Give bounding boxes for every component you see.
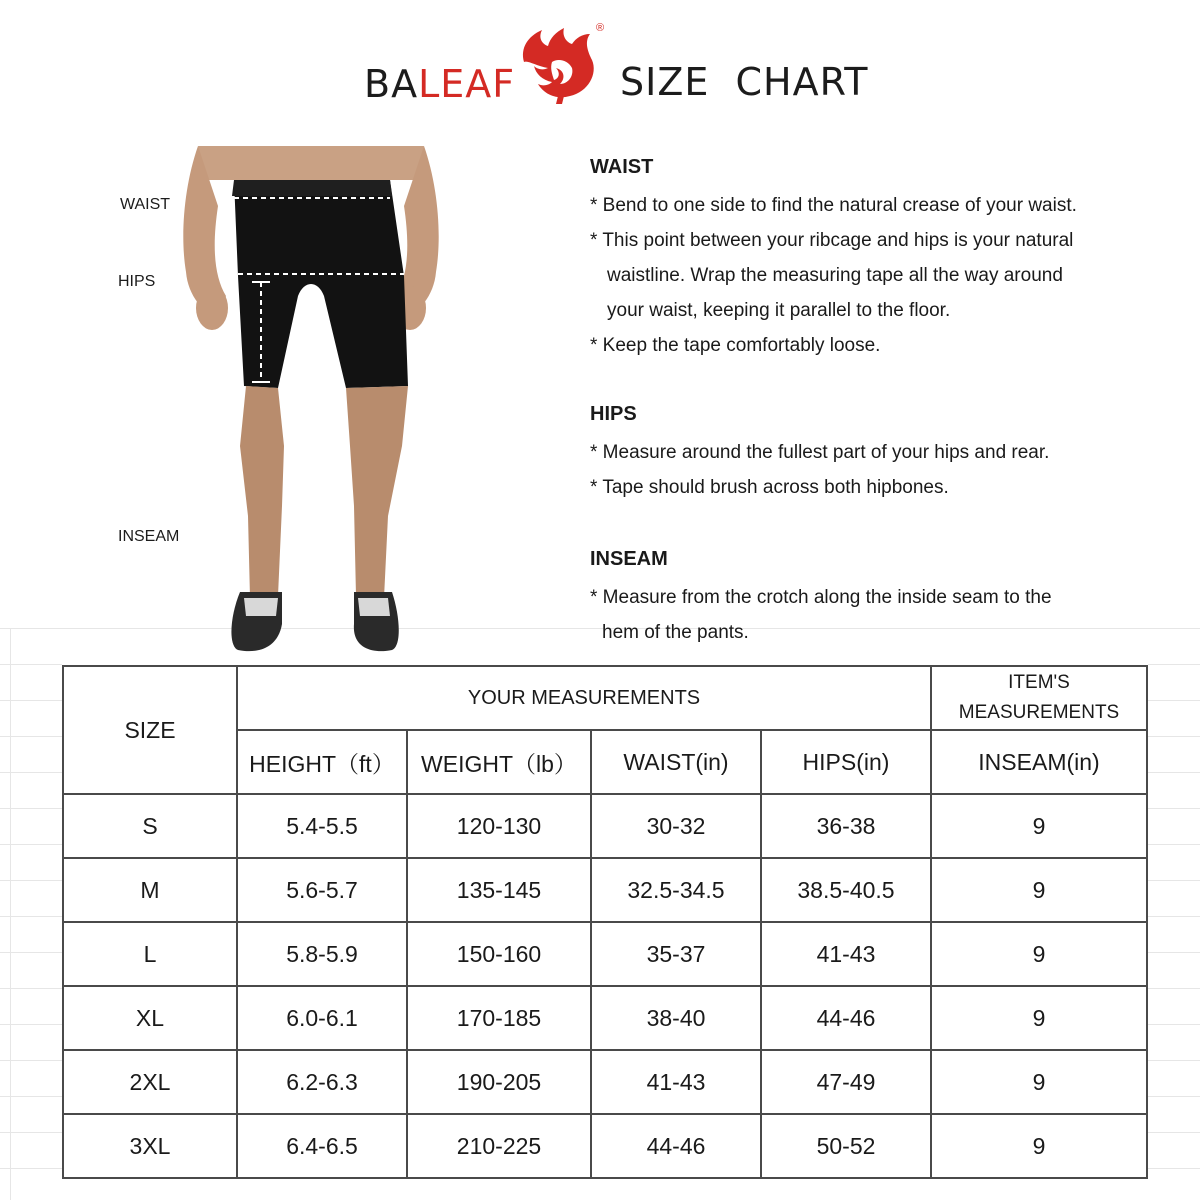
items-measurements-line-2: MEASUREMENTS	[958, 702, 1120, 723]
inseam-cell: 9	[931, 794, 1147, 858]
weight-cell: 135-145	[407, 858, 591, 922]
figure-label-hips: HIPS	[118, 273, 156, 290]
guide-waist	[590, 154, 1150, 363]
table-row	[63, 922, 1147, 986]
inseam-cell: 9	[931, 922, 1147, 986]
page-header	[0, 0, 1200, 130]
guide-hips-title: HIPS	[590, 403, 637, 425]
guide-waist-line: your waist, keeping it parallel to the floor.	[607, 300, 951, 321]
weight-cell: 120-130	[407, 794, 591, 858]
weight-cell: 150-160	[407, 922, 591, 986]
size-cell: 3XL	[63, 1114, 237, 1178]
brand-name-leaf: LEAF	[418, 62, 516, 106]
column-header-weight: WEIGHT（lb）	[407, 730, 591, 794]
height-cell: 5.6-5.7	[237, 858, 407, 922]
guide-inseam-line: * Measure from the crotch along the inside seam to the	[590, 587, 1052, 608]
waist-cell: 30-32	[591, 794, 761, 858]
hips-cell: 47-49	[761, 1050, 931, 1114]
waist-cell: 35-37	[591, 922, 761, 986]
table-row	[63, 1050, 1147, 1114]
model-figure	[178, 146, 444, 658]
size-cell: S	[63, 794, 237, 858]
flame-leaf-logo-icon	[512, 22, 605, 106]
inseam-cell: 9	[931, 858, 1147, 922]
weight-cell: 170-185	[407, 986, 591, 1050]
size-column-header: SIZE	[63, 666, 237, 794]
column-header-inseam: INSEAM(in)	[931, 730, 1147, 794]
guide-hips-line: * Measure around the fullest part of your hips and rear.	[590, 442, 1050, 463]
table-row	[63, 1114, 1147, 1178]
guide-waist-line: * Bend to one side to find the natural crease of your waist.	[590, 195, 1077, 216]
height-cell: 5.8-5.9	[237, 922, 407, 986]
registered-mark: ®	[596, 22, 605, 34]
guide-waist-title: WAIST	[590, 156, 654, 178]
guide-inseam-title: INSEAM	[590, 548, 668, 570]
guide-inseam-line: hem of the pants.	[602, 622, 749, 643]
waist-cell: 38-40	[591, 986, 761, 1050]
figure-label-waist: WAIST	[120, 196, 171, 213]
size-cell: 2XL	[63, 1050, 237, 1114]
inseam-cell: 9	[931, 986, 1147, 1050]
hips-cell: 36-38	[761, 794, 931, 858]
size-cell: M	[63, 858, 237, 922]
page-title: SIZE CHART	[620, 60, 869, 104]
waist-cell: 44-46	[591, 1114, 761, 1178]
inseam-cell: 9	[931, 1114, 1147, 1178]
height-cell: 6.2-6.3	[237, 1050, 407, 1114]
weight-cell: 190-205	[407, 1050, 591, 1114]
your-measurements-header: YOUR MEASUREMENTS	[237, 666, 931, 730]
column-header-height: HEIGHT（ft）	[237, 730, 407, 794]
guide-hips	[590, 401, 1150, 505]
items-measurements-header	[931, 666, 1147, 730]
guide-waist-line: * Keep the tape comfortably loose.	[590, 335, 881, 356]
hips-cell: 41-43	[761, 922, 931, 986]
guide-waist-line: waistline. Wrap the measuring tape all the way around	[607, 265, 1063, 286]
guide-inseam	[590, 546, 1150, 650]
table-row	[63, 986, 1147, 1050]
height-cell: 5.4-5.5	[237, 794, 407, 858]
items-measurements-line-1: ITEM'S	[1008, 672, 1070, 693]
height-cell: 6.0-6.1	[237, 986, 407, 1050]
size-chart-table	[62, 665, 1148, 1179]
weight-cell: 210-225	[407, 1114, 591, 1178]
hips-cell: 50-52	[761, 1114, 931, 1178]
hips-cell: 44-46	[761, 986, 931, 1050]
guide-hips-line: * Tape should brush across both hipbones.	[590, 477, 949, 498]
height-cell: 6.4-6.5	[237, 1114, 407, 1178]
waist-cell: 41-43	[591, 1050, 761, 1114]
brand-name	[364, 62, 515, 106]
figure-label-inseam: INSEAM	[118, 528, 180, 545]
inseam-cell: 9	[931, 1050, 1147, 1114]
table-row	[63, 858, 1147, 922]
hips-cell: 38.5-40.5	[761, 858, 931, 922]
waist-cell: 32.5-34.5	[591, 858, 761, 922]
table-row	[63, 794, 1147, 858]
column-header-hips: HIPS(in)	[761, 730, 931, 794]
guide-waist-line: * This point between your ribcage and hips is your natural	[590, 230, 1074, 251]
size-cell: XL	[63, 986, 237, 1050]
size-cell: L	[63, 922, 237, 986]
brand-name-ba: BA	[364, 62, 419, 106]
column-header-waist: WAIST(in)	[591, 730, 761, 794]
